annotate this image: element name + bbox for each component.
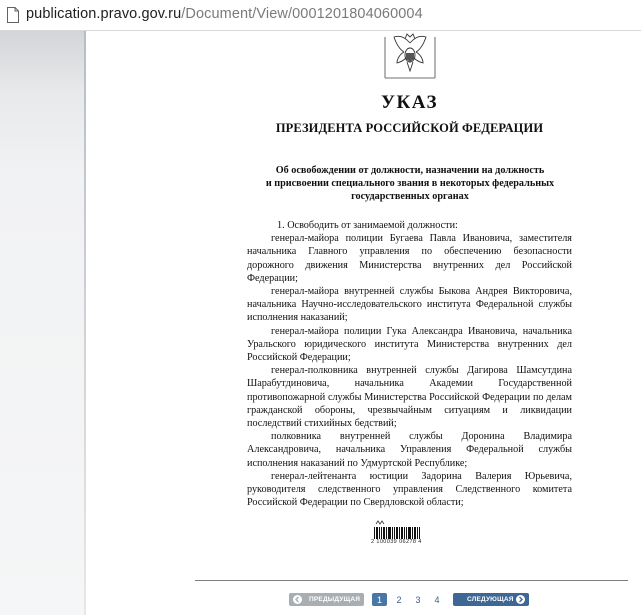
body-paragraph: генерал-полковника внутренней службы Дагирова Шамсутдина Шарабутдиновича, начальника Академии Государственной противопожарной службы Министерства Российской Федерации по делам гражданской обороны, чрезвычайным ситуациям и ликвидации последствий стихийных бедствий; [247, 365, 572, 430]
decree-title: УКАЗ [381, 92, 438, 113]
barcode-number: 2 100039 06278 4 [371, 539, 422, 545]
arrow-right-icon [516, 595, 525, 604]
pagination [0, 593, 641, 608]
page-icon [6, 7, 20, 23]
page-link-3[interactable]: 3 [415, 594, 421, 605]
subject-line: государственных органах [351, 191, 469, 202]
body-paragraph: генерал-лейтенанта юстиции Задорина Валерия Юрьевича, руководителя следственного управления Следственного комитета Российской Федерации по Свердловской области; [247, 470, 572, 509]
decree-issuer: ПРЕЗИДЕНТА РОССИЙСКОЙ ФЕДЕРАЦИИ [275, 121, 544, 135]
previous-page-button[interactable] [289, 593, 364, 606]
left-side-panel [0, 31, 86, 615]
subject-line: Об освобождении от должности, назначении на должность [275, 165, 545, 176]
url-path: /Document/View/0001201804060004 [181, 6, 423, 22]
subject-line: и присвоении специального звания в некоторых федеральных [265, 178, 555, 189]
address-bar[interactable] [0, 0, 641, 31]
previous-page-label: ПРЕДЫДУЩАЯ [309, 596, 361, 603]
decree-subject [250, 164, 570, 203]
next-page-label: СЛЕДУЮЩАЯ [467, 596, 514, 603]
decree-body [247, 219, 572, 509]
body-paragraph: генерал-майора полиции Гука Александра Ивановича, начальника Уральского юридического института Министерства внутренних дел Российской Федерации; [247, 325, 572, 364]
coat-of-arms-emblem [383, 31, 437, 79]
url-host: publication.pravo.gov.ru [26, 6, 182, 22]
arrow-left-icon [293, 595, 302, 604]
body-paragraph: полковника внутренней службы Доронина Владимира Александровича, начальника Управления Федеральной службы исполнения наказаний по Удмуртской Республике; [247, 431, 572, 469]
body-paragraph: 1. Освободить от занимаемой должности: [277, 220, 458, 231]
body-paragraph: генерал-майора полиции Бугаева Павла Ивановича, заместителя начальника Главного управления по обеспечению безопасности дорожного движения Министерства внутренних дел Российской Федерации; [247, 233, 572, 284]
page-link-2[interactable]: 2 [396, 594, 402, 605]
body-paragraph: генерал-майора внутренней службы Быкова Андрея Викторовича, начальника Научно-исследовательского института Федеральной службы исполнения наказаний; [247, 286, 572, 324]
page-link-1[interactable]: 1 [372, 593, 387, 606]
next-page-button[interactable] [453, 593, 529, 606]
page-link-4[interactable]: 4 [434, 594, 440, 605]
url-text[interactable] [26, 6, 423, 22]
pager-separator [195, 580, 628, 581]
